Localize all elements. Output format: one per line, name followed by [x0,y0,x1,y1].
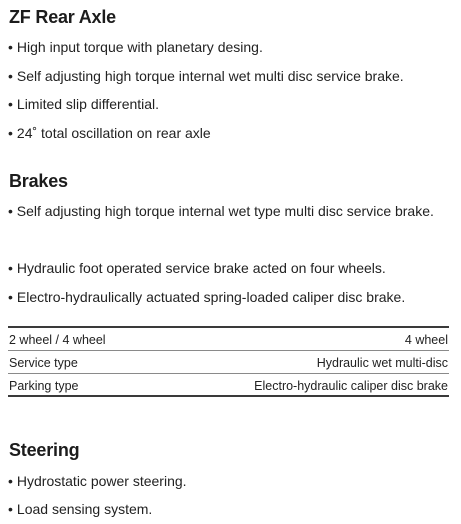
table-row [8,350,449,373]
bullet-icon: • [8,203,13,219]
list-item [8,198,448,225]
section-title-rear-axle: ZF Rear Axle [9,7,116,27]
list-item-text: Load sensing system. [16,501,153,517]
bullet-icon: • [8,501,13,517]
list-item [8,259,386,277]
list-item [8,288,405,306]
table-cell-label: Service type [9,356,78,370]
bullet-icon: • [8,68,13,84]
list-item-text: High input torque with planetary desing. [16,39,263,55]
list-item [8,67,404,85]
bullet-icon: • [8,260,13,276]
table-row [8,373,449,396]
table-row [8,327,449,350]
table-cell-label: Parking type [9,378,79,393]
section-title-brakes: Brakes [9,171,68,191]
bullet-icon: • [8,289,13,305]
list-item-text: Hydraulic foot operated service brake acted on four wheels. [16,260,386,276]
table-cell-value: Electro-hydraulic caliper disc brake [254,378,448,393]
list-item [8,95,159,113]
bullet-icon: • [8,125,13,141]
list-item-text: Self adjusting high torque internal wet multi disc service brake. [16,68,404,84]
table-cell-label: 2 wheel / 4 wheel [9,333,106,348]
list-item-text: Limited slip differential. [16,96,160,112]
list-item [8,124,211,142]
list-item-text: 24˚ total oscillation on rear axle [16,125,211,141]
list-item-text: Electro-hydraulically actuated spring-loaded caliper disc brake. [16,289,406,305]
list-item [8,38,263,56]
table-cell-value: 4 wheel [404,333,448,348]
list-item [8,472,187,490]
bullet-icon: • [8,39,13,55]
list-item-text: Hydrostatic power steering. [16,473,187,489]
list-item-text: Self adjusting high torque internal wet type multi disc service brake. [16,203,434,219]
section-title-steering: Steering [9,440,80,460]
brakes-spec-table [8,326,449,397]
list-item [8,500,152,518]
bullet-icon: • [8,96,13,112]
bullet-icon: • [8,473,13,489]
table-cell-value: Hydraulic wet multi-disc [316,356,448,370]
